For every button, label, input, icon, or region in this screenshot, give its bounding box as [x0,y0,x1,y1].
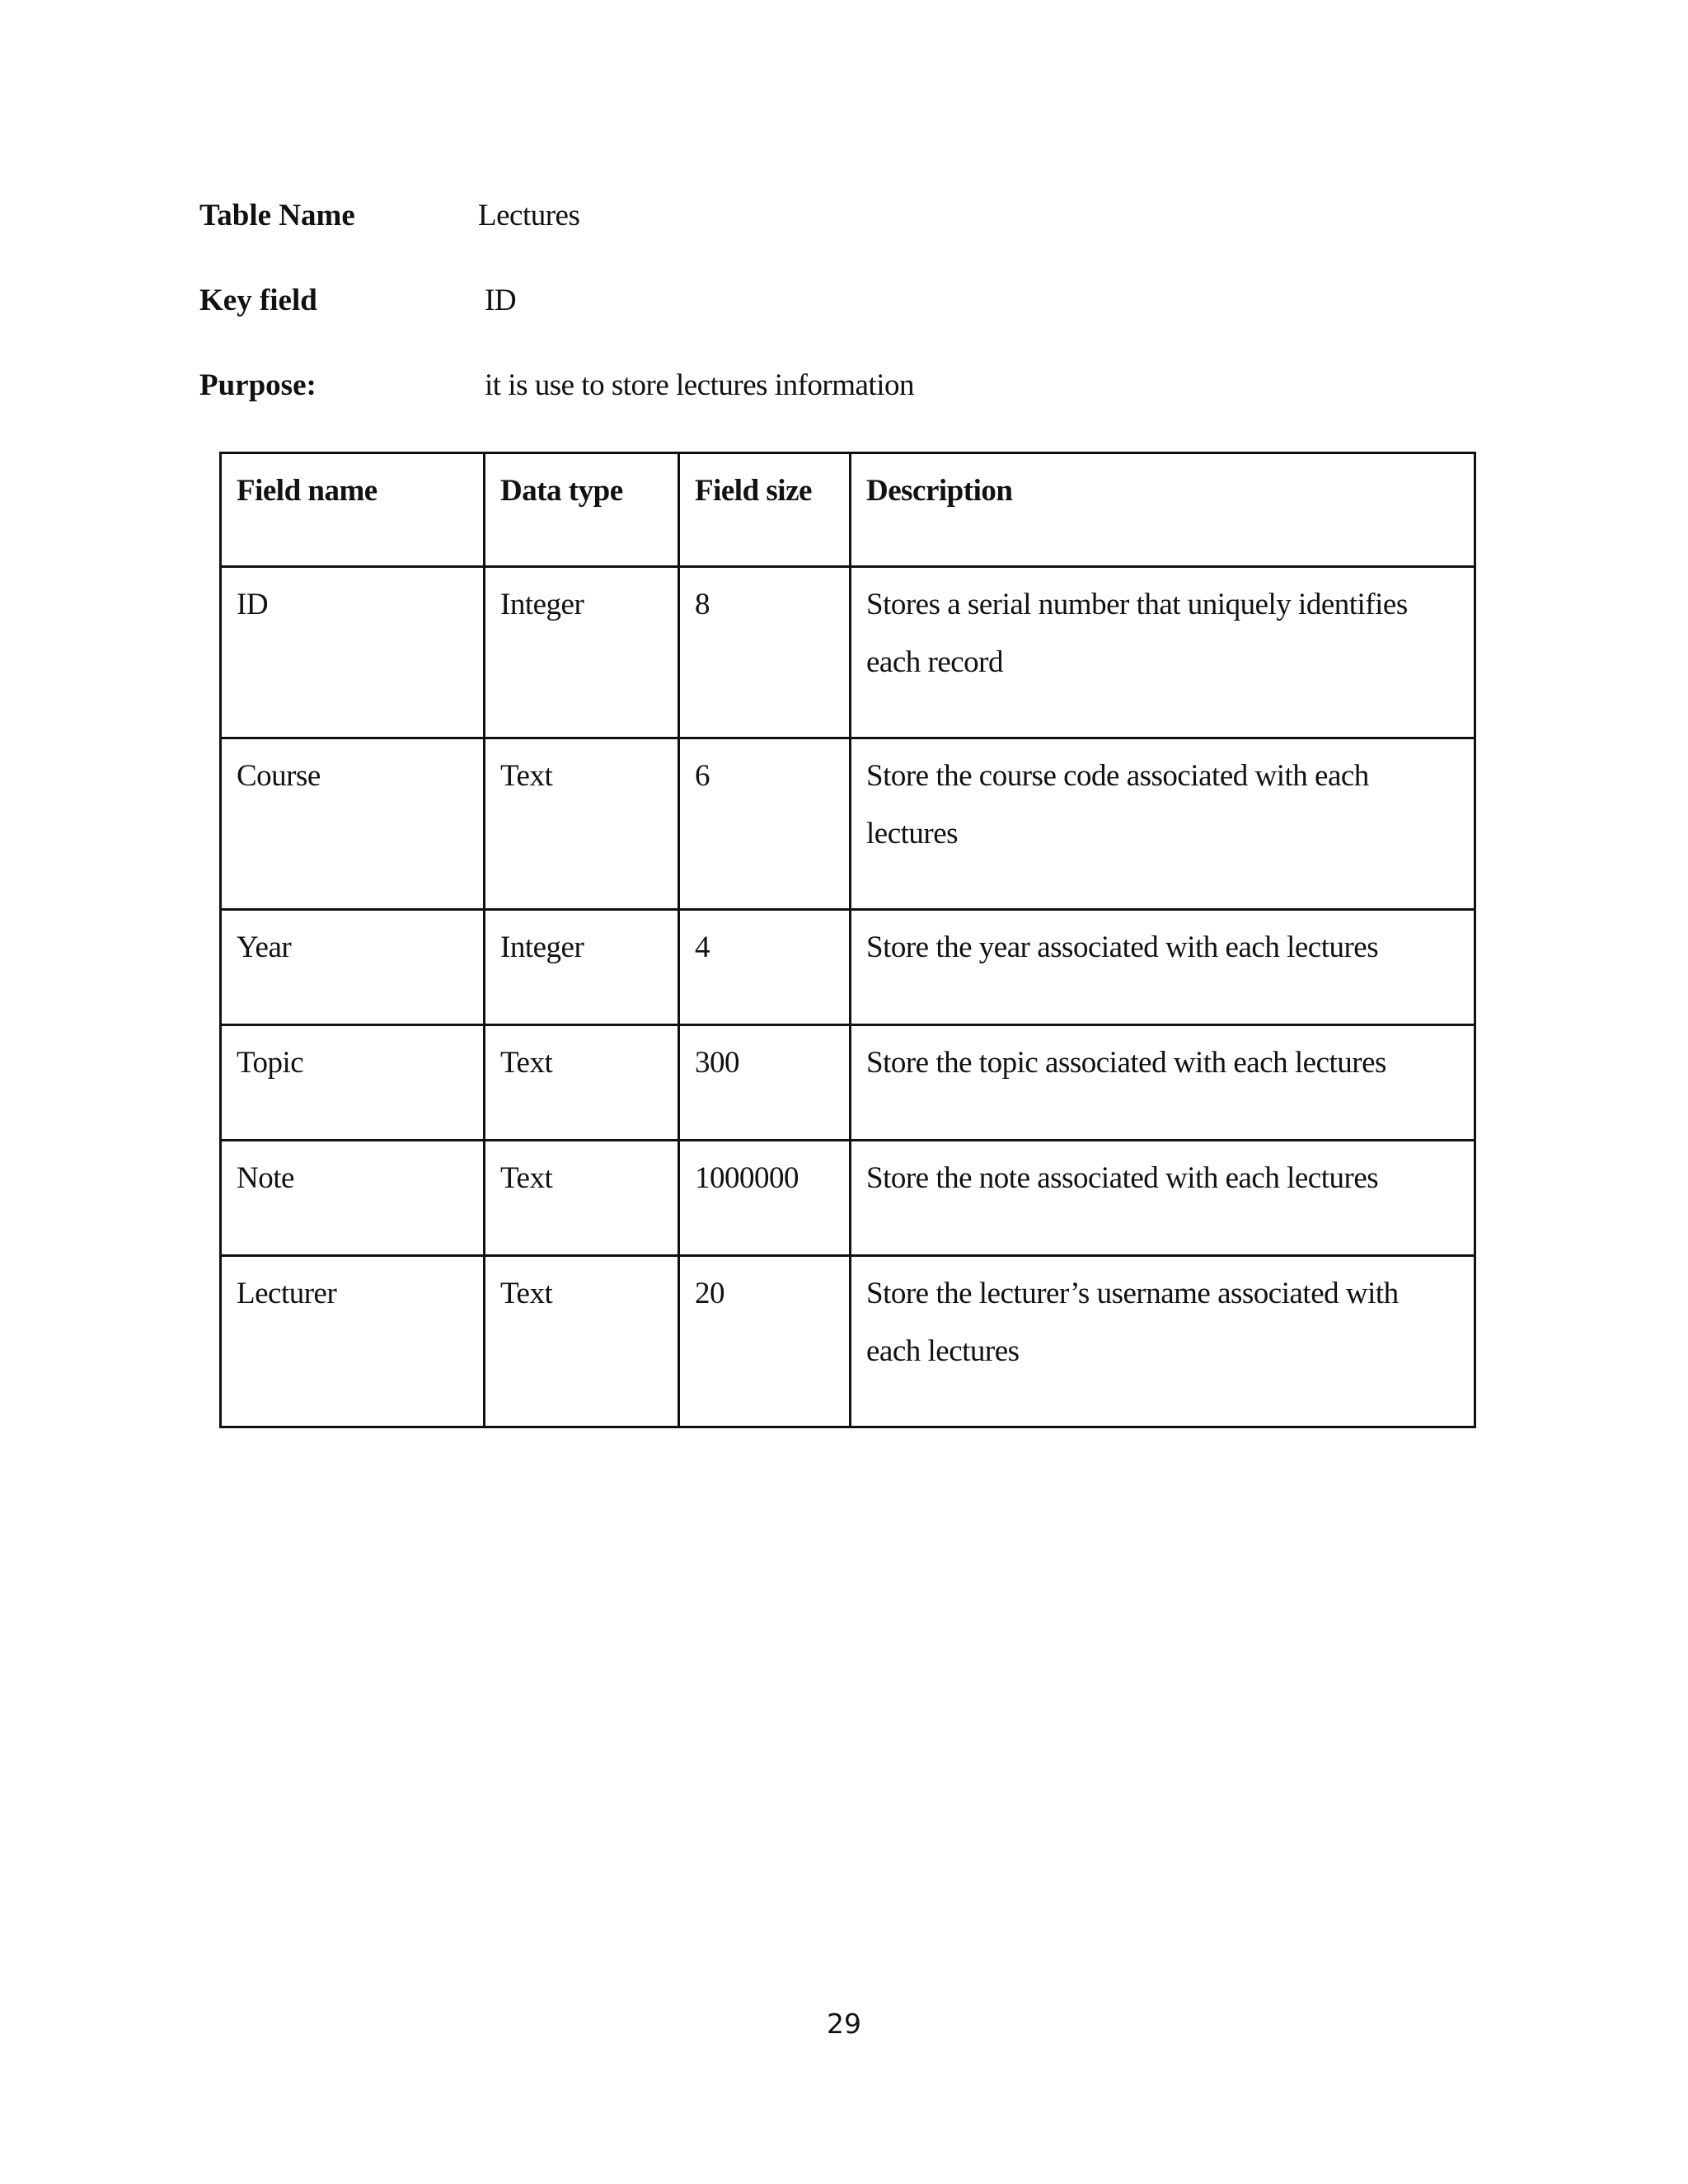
cell-field-size: 1000000 [679,1141,851,1256]
table-row [221,738,1475,910]
table-row [221,567,1475,738]
page-number: 29 [827,2008,861,2040]
cell-field-size: 4 [679,910,851,1025]
field-table [219,452,1476,1428]
cell-description: Store the year associated with each lectures [851,910,1475,1025]
header-field-size: Field size [679,453,851,567]
cell-field-name: Course [221,738,485,910]
cell-field-name: Year [221,910,485,1025]
cell-field-name: Note [221,1141,485,1256]
cell-description: Store the topic associated with each lectures [851,1025,1475,1141]
table-row [221,910,1475,1025]
cell-description: Stores a serial number that uniquely identifies each record [851,567,1475,738]
header-description: Description [851,453,1475,567]
cell-data-type: Text [485,1025,679,1141]
cell-field-size: 6 [679,738,851,910]
cell-data-type: Integer [485,567,679,738]
table-row [221,1256,1475,1427]
key-field-label: Key field [199,284,317,317]
purpose-label: Purpose: [199,368,316,402]
table-name-label: Table Name [199,199,355,232]
cell-description: Store the lecturer’s username associated with each lectures [851,1256,1475,1427]
table-name-value: Lectures [478,199,580,232]
cell-field-size: 20 [679,1256,851,1427]
cell-field-size: 8 [679,567,851,738]
header-data-type: Data type [485,453,679,567]
cell-data-type: Integer [485,910,679,1025]
cell-data-type: Text [485,738,679,910]
cell-data-type: Text [485,1256,679,1427]
cell-field-name: ID [221,567,485,738]
cell-description: Store the course code associated with each lectures [851,738,1475,910]
header-field-name: Field name [221,453,485,567]
key-field-value: ID [485,284,517,317]
table-header-row [221,453,1475,567]
table-row [221,1141,1475,1256]
cell-field-name: Topic [221,1025,485,1141]
cell-field-size: 300 [679,1025,851,1141]
purpose-value: it is use to store lectures information [485,368,914,402]
table-row [221,1025,1475,1141]
cell-field-name: Lecturer [221,1256,485,1427]
cell-data-type: Text [485,1141,679,1256]
cell-description: Store the note associated with each lectures [851,1141,1475,1256]
